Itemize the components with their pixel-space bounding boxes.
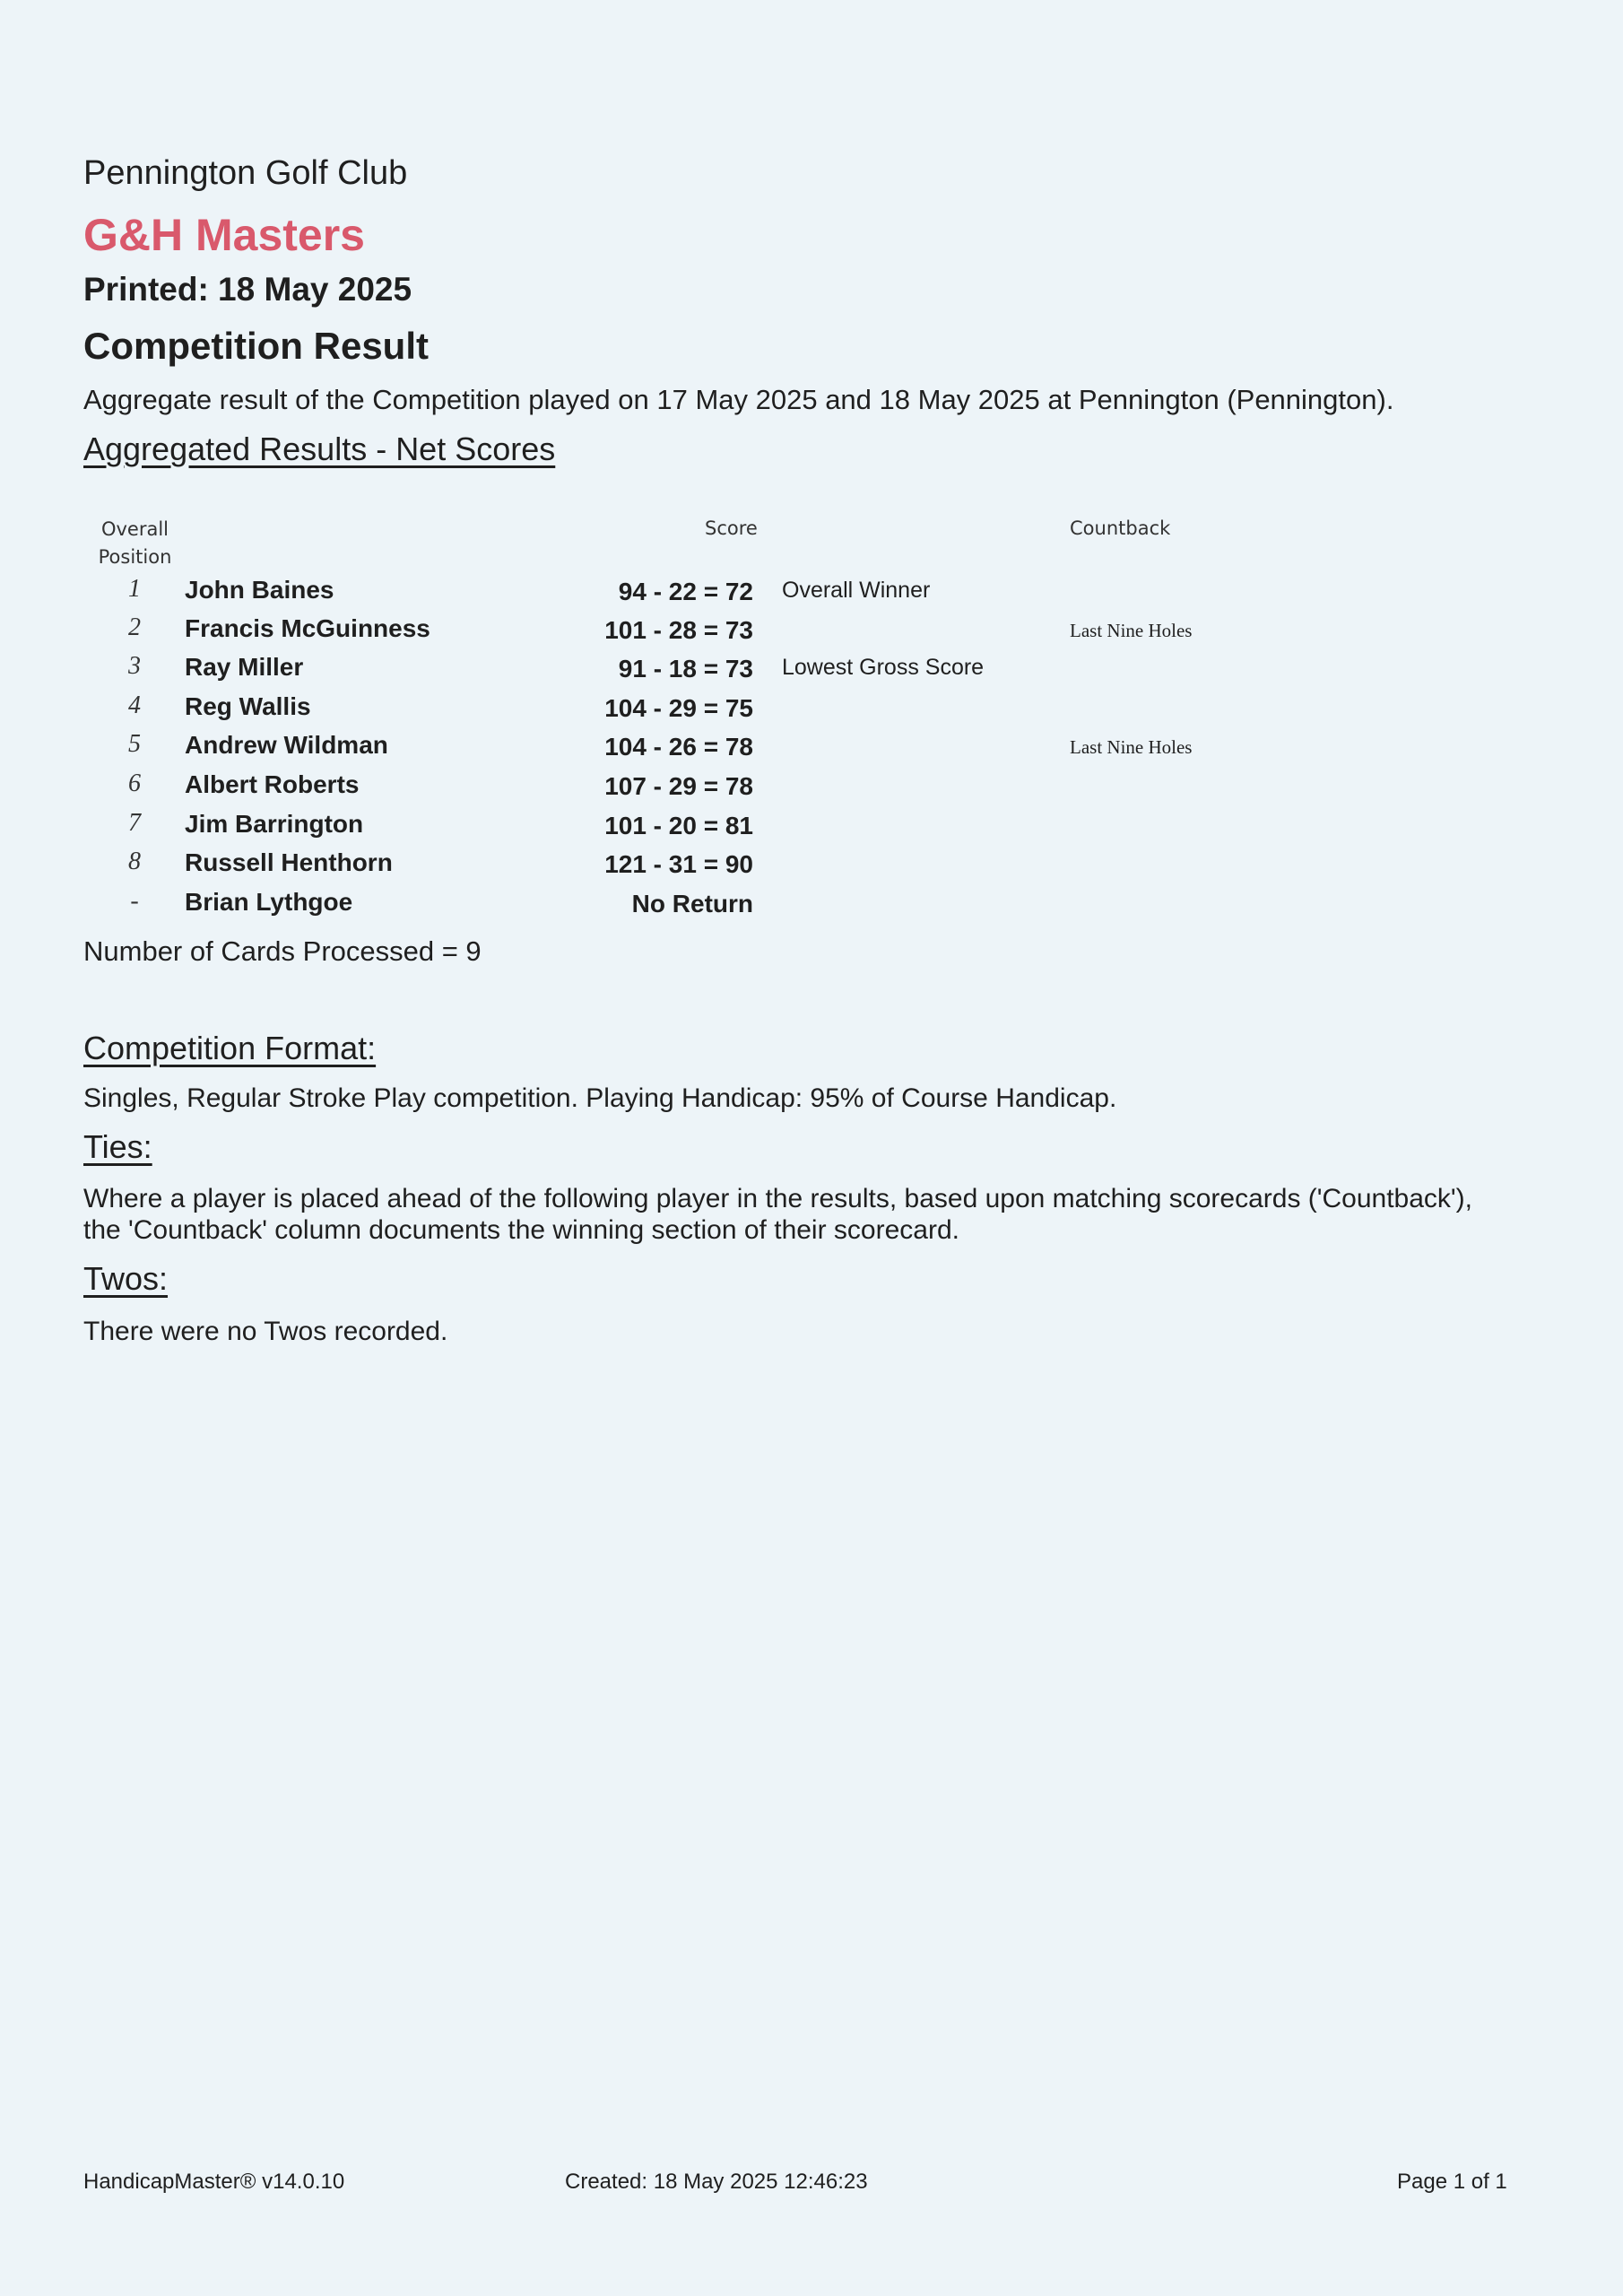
player-name-cell: Russell Henthorn [185, 848, 393, 876]
ties-text-line-2: the 'Countback' column documents the winning section of their scorecard. [83, 1215, 959, 1245]
position-cell: 8 [128, 848, 141, 875]
footer-page-number: Page 1 of 1 [1397, 2170, 1507, 2194]
table-row [0, 884, 1623, 923]
printed-date: Printed: 18 May 2025 [83, 271, 412, 308]
countback-cell: Last Nine Holes [1070, 620, 1193, 641]
table-row [0, 572, 1623, 611]
note-cell: Overall Winner [782, 578, 931, 603]
table-row [0, 649, 1623, 688]
note-cell: Lowest Gross Score [782, 655, 985, 680]
countback-cell: Last Nine Holes [1070, 736, 1193, 758]
table-row [0, 806, 1623, 845]
position-cell: 5 [128, 730, 141, 758]
position-cell: 1 [128, 575, 141, 603]
position-cell: 2 [128, 613, 141, 641]
footer-software: HandicapMaster® v14.0.10 [83, 2170, 345, 2194]
player-name-cell: John Baines [185, 576, 334, 604]
table-row [0, 727, 1623, 766]
column-header-score: Score [705, 517, 758, 539]
player-name-cell: Andrew Wildman [185, 731, 388, 759]
results-heading: Aggregated Results - Net Scores [83, 430, 556, 467]
score-cell: 104 - 26 = 78 [604, 733, 753, 761]
intro-text: Aggregate result of the Competition played on 17 May 2025 and 18 May 2025 at Pennington (Pennington). [83, 384, 1394, 415]
table-row [0, 611, 1623, 649]
table-row [0, 767, 1623, 805]
position-cell: 7 [128, 809, 141, 837]
score-cell: 104 - 29 = 75 [604, 694, 753, 722]
player-name-cell: Reg Wallis [185, 692, 311, 720]
page-title: Competition Result [83, 325, 429, 367]
score-cell: 101 - 20 = 81 [604, 812, 753, 839]
player-name-cell: Francis McGuinness [185, 614, 430, 642]
twos-heading: Twos: [83, 1260, 169, 1297]
player-name-cell: Brian Lythgoe [185, 888, 353, 916]
footer-created: Created: 18 May 2025 12:46:23 [565, 2170, 868, 2194]
ties-heading: Ties: [83, 1128, 152, 1165]
position-cell: 6 [128, 770, 141, 797]
score-cell: 107 - 29 = 78 [604, 772, 753, 800]
score-cell: 91 - 18 = 73 [618, 655, 753, 683]
event-title: G&H Masters [83, 210, 365, 260]
score-cell: 121 - 31 = 90 [604, 850, 753, 878]
player-name-cell: Jim Barrington [185, 810, 364, 838]
player-name-cell: Ray Miller [185, 653, 304, 681]
club-name: Pennington Golf Club [83, 154, 408, 192]
score-cell: 101 - 28 = 73 [604, 616, 753, 644]
ties-text-line-1: Where a player is placed ahead of the following player in the results, based upon matching scorecards ('Countback'), [83, 1184, 1472, 1213]
table-row [0, 689, 1623, 727]
format-heading: Competition Format: [83, 1030, 377, 1066]
score-cell: 94 - 22 = 72 [618, 578, 753, 605]
table-row [0, 845, 1623, 883]
column-header-countback: Countback [1070, 517, 1171, 539]
cards-processed: Number of Cards Processed = 9 [83, 935, 482, 967]
format-text: Singles, Regular Stroke Play competition. Playing Handicap: 95% of Course Handicap. [83, 1083, 1117, 1113]
twos-text: There were no Twos recorded. [83, 1317, 448, 1346]
score-cell: No Return [631, 890, 753, 918]
position-cell: - [130, 887, 139, 915]
player-name-cell: Albert Roberts [185, 770, 360, 798]
position-cell: 3 [128, 652, 141, 680]
column-header-position: Overall Position [98, 518, 172, 568]
position-cell: 4 [128, 691, 141, 719]
